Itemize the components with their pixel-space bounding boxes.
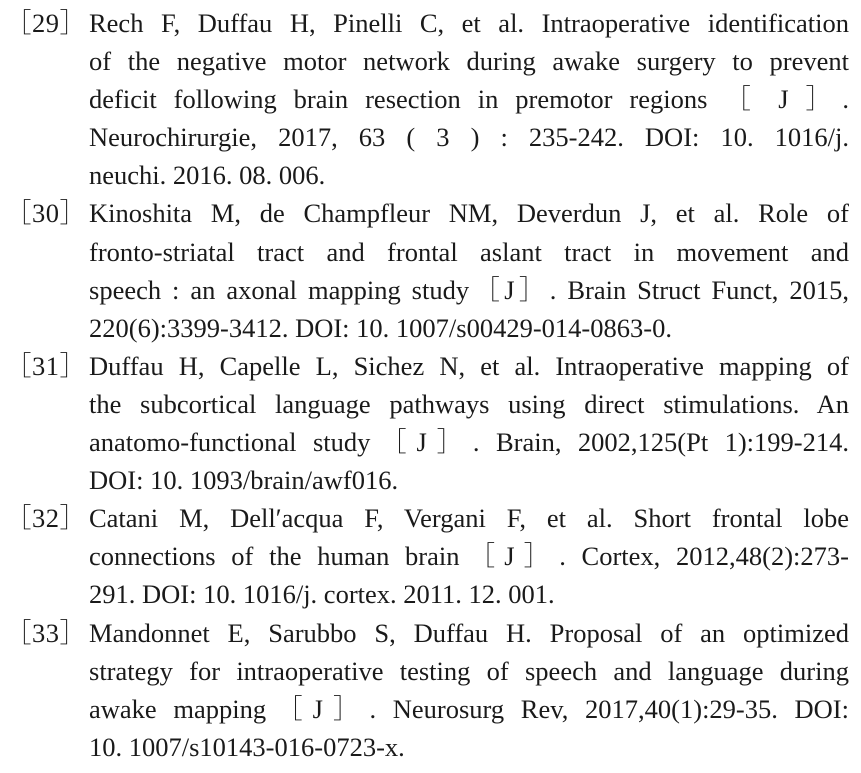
reference-text [89,4,849,194]
reference-line: fronto-striatal tract and frontal aslant tract in movement and [89,236,849,267]
reference-line: awake mapping［J］. Neurosurg Rev, 2017,40(1):29-35. DOI: [89,693,849,724]
reference-line: 220(6):3399-3412. DOI: 10. 1007/s00429-014-0863-0. [89,312,672,343]
reference-line: 10. 1007/s10143-016-0723-x. [89,731,405,762]
reference-text [89,614,849,766]
reference-entry-31 [5,347,849,499]
reference-text [89,347,849,499]
reference-line: Kinoshita M, de Champfleur NM, Deverdun J, et al. Role of [89,198,849,229]
reference-line: DOI: 10. 1093/brain/awf016. [89,465,399,496]
reference-line: strategy for intraoperative testing of speech and language during [89,655,849,686]
reference-line: Duffau H, Capelle L, Sichez N, et al. Intraoperative mapping of [89,350,849,381]
reference-number: ［32］ [5,503,87,534]
reference-line: neuchi. 2016. 08. 006. [89,160,326,191]
reference-line: 291. DOI: 10. 1016/j. cortex. 2011. 12. 001. [89,579,555,610]
reference-number: ［29］ [5,8,87,38]
reference-entry-32 [5,499,849,613]
reference-line: the subcortical language pathways using direct stimulations. An [89,388,849,419]
reference-number: ［33］ [5,617,87,648]
reference-line: deficit following brain resection in premotor regions ［ J ］. [89,84,849,115]
reference-number: ［31］ [5,350,87,381]
reference-line: anatomo-functional study［J］. Brain, 2002,125(Pt 1):199-214. [89,427,849,458]
reference-line: Catani M, Dell′acqua F, Vergani F, et al. Short frontal lobe [89,503,849,534]
reference-entry-33 [5,614,849,766]
reference-line: Neurochirurgie, 2017, 63 ( 3 ) : 235-242. DOI: 10. 1016/j. [89,122,849,153]
reference-line: Rech F, Duffau H, Pinelli C, et al. Intraoperative identification [89,8,849,38]
reference-entry-30 [5,194,849,346]
reference-line: speech : an axonal mapping study［J］. Brain Struct Funct, 2015, [89,274,849,305]
reference-line: Mandonnet E, Sarubbo S, Duffau H. Proposal of an optimized [89,617,849,648]
reference-number: ［30］ [5,198,87,229]
reference-line: of the negative motor network during awake surgery to prevent [89,46,849,77]
reference-text [89,499,849,613]
reference-text [89,194,849,346]
reference-entry-29 [5,4,849,194]
reference-line: connections of the human brain［J］. Cortex, 2012,48(2):273- [89,541,849,572]
